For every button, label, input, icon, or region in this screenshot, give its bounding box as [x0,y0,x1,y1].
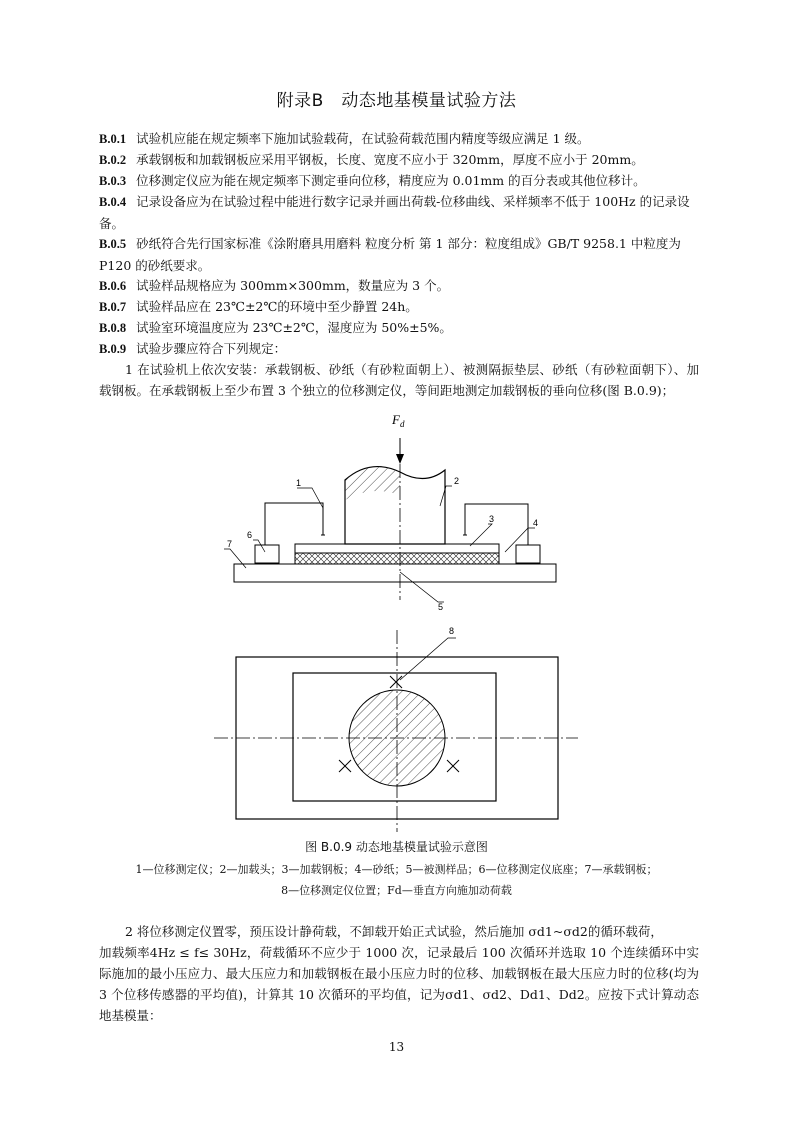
step-2-paragraph-2: 加载频率4Hz ≤ f≤ 30Hz，荷载循环不应少于 1000 次，记录最后 100 次循环并选取 10 个连续循环中实际施加的最小压应力、最大压应力和加载钢板在最小压应力时的位移、加载钢板在最大压应力时的位移(均为 3 个位移传感器的平均值)，计算其 10 次循环的平均值，记为σd1、σd2、Dd1、Dd2。应按下式计算动态地基模量： [99,945,699,1023]
clause-b09 [99,338,699,360]
test-setup-figure [0,400,793,840]
clause-number: B.0.8 [99,321,127,335]
callout-7: 7 [227,539,233,549]
section-view [224,442,556,612]
clause-b02 [99,149,699,171]
plan-view [214,626,578,832]
displacement-gauge-left [265,503,323,545]
clause-text: 位移测定仪应为能在规定频率下测定垂向位移，精度应为 0.01mm 的百分表或其他位移计。 [136,173,646,188]
clause-b03 [99,170,699,192]
clause-b05 [99,233,699,276]
clause-number: B.0.2 [99,153,127,167]
callout-2: 2 [454,476,460,486]
clause-text: 试验室环境温度应为 23℃±2℃，湿度应为 50%±5%。 [136,320,452,335]
callout-4: 4 [533,518,539,528]
clause-text: 记录设备应为在试验过程中能进行数字记录并画出荷载-位移曲线、采样频率不低于 100Hz 的记录设备。 [99,194,690,231]
clause-b06 [99,275,699,297]
gauge-base-left [255,545,279,563]
displacement-gauge-right [465,504,528,545]
callout-1: 1 [296,478,302,488]
clause-text: 承载钢板和加载钢板应采用平钢板，长度、宽度不应小于 320mm，厚度不应小于 20mm。 [136,152,644,167]
clause-number: B.0.5 [99,237,127,251]
clause-b07 [99,296,699,318]
callout-5: 5 [438,602,444,612]
clause-number: B.0.7 [99,300,127,314]
figure-legend-line-1: 1—位移测定仪；2—加载头；3—加载钢板；4—砂纸；5—被测样品；6—位移测定仪底座；7—承载钢板； [135,863,658,876]
callout-6: 6 [247,530,253,540]
clause-number: B.0.9 [99,342,127,356]
clause-text: 砂纸符合先行国家标准《涂附磨具用磨料 粒度分析 第 1 部分：粒度组成》GB/T 9258.1 中粒度为 P120 的砂纸要求。 [99,236,681,273]
clause-number: B.0.1 [99,132,127,146]
clause-text: 试验步骤应符合下列规定： [136,341,287,356]
clause-b04 [99,191,699,234]
callout-3: 3 [489,514,495,524]
gauge-base-right [516,545,540,563]
step-1-paragraph: 1 在试验机上依次安装：承载钢板、砂纸（有砂粒面朝上）、被测隔振垫层、砂纸（有砂粒面朝下）、加载钢板。在承载钢板上至少布置 3 个独立的位移测定仪，等间距地测定加载钢板的垂向位移(图 B.0.9)； [99,362,699,398]
clause-text: 试验样品规格应为 300mm×300mm，数量应为 3 个。 [136,278,450,293]
clause-b08 [99,317,699,339]
figure-caption: 图 B.0.9 动态地基模量试验示意图 [305,840,488,854]
clause-text: 试验机应能在规定频率下施加试验载荷，在试验荷载范围内精度等级应满足 1 级。 [136,131,590,146]
callout-8: 8 [449,626,455,636]
page-number: 13 [388,1040,405,1054]
clause-number: B.0.6 [99,279,127,293]
clause-text: 试验样品应在 23℃±2℃的环境中至少静置 24h。 [136,299,418,314]
force-label: $F_d$ [392,412,405,429]
step-2-paragraph-1: 2 将位移测定仪置零，预压设计静荷载，不卸载开始正式试验，然后施加 σd1~σd2的循环载荷， [125,924,663,939]
test-sample [295,553,499,564]
loading-head-hatch [345,467,400,500]
loading-plate [295,544,499,553]
clause-b01 [99,128,699,150]
figure-legend-line-2: 8—位移测定仪位置；Fd—垂直方向施加动荷载 [281,884,512,897]
clause-number: B.0.4 [99,195,127,209]
bearing-plate [234,564,556,582]
appendix-title: 附录B 动态地基模量试验方法 [276,91,517,111]
clause-number: B.0.3 [99,174,127,188]
